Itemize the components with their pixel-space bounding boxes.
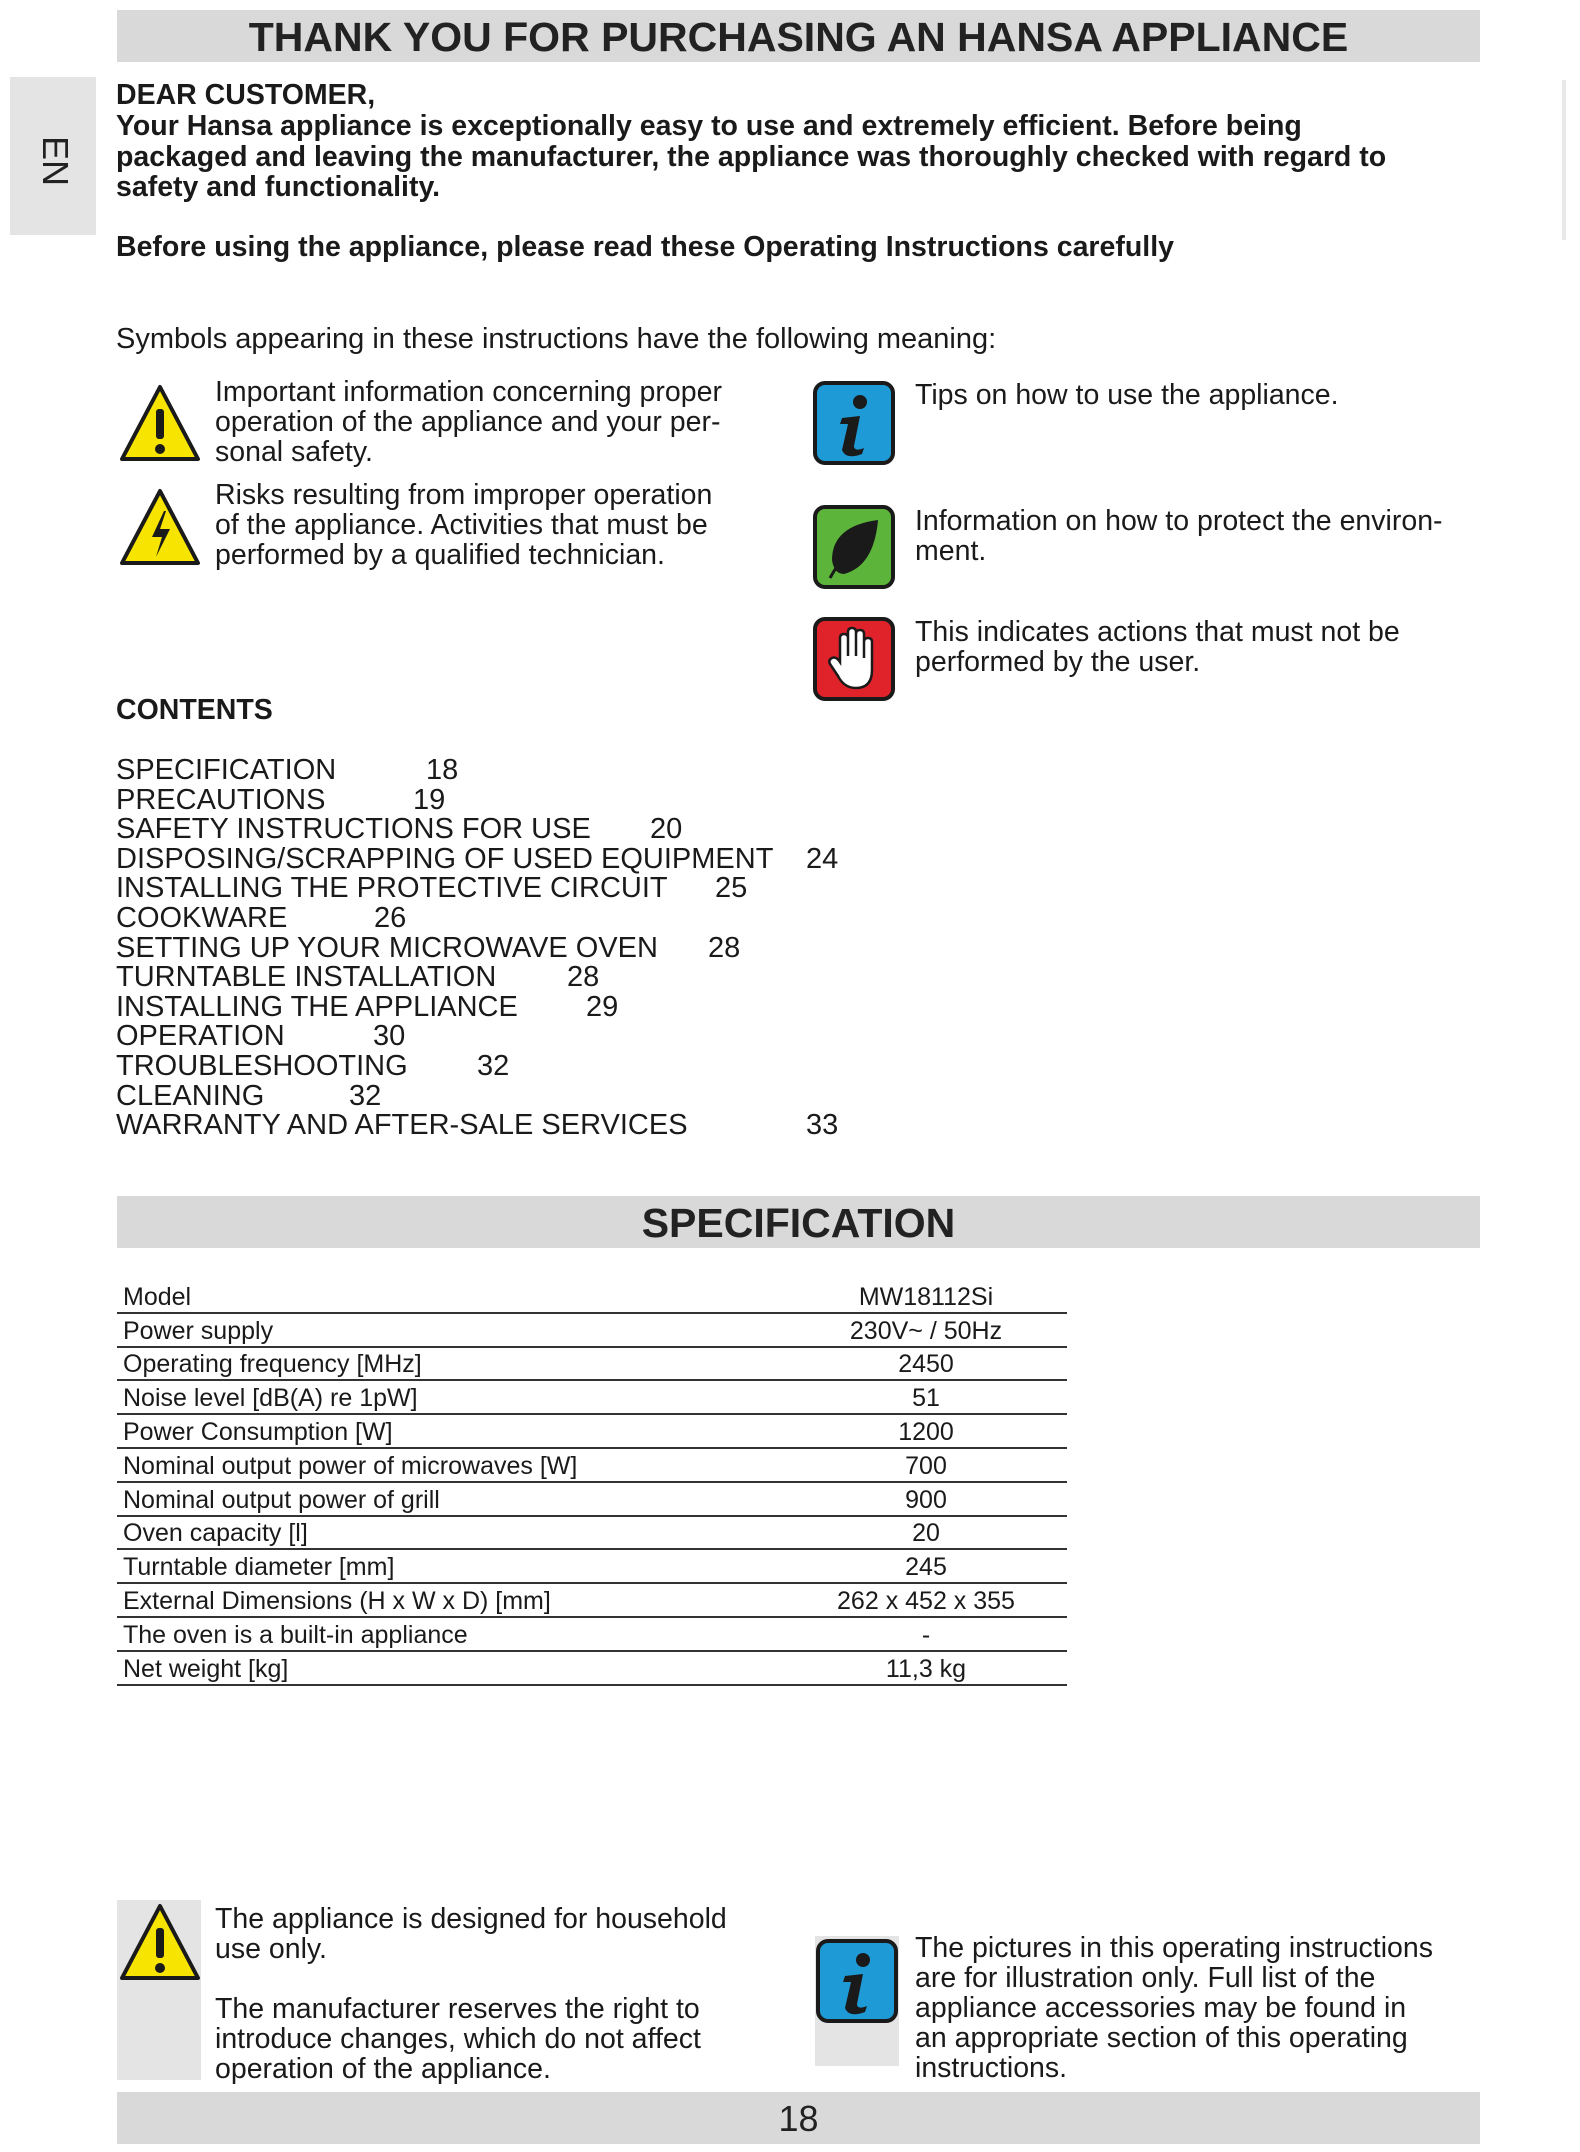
contents-item-label: COOKWARE — [116, 901, 288, 934]
spec-row — [117, 1651, 1067, 1685]
spec-value: MW18112Si — [785, 1280, 1067, 1313]
household-note: The appliance is designed for household use only. — [215, 1903, 727, 1965]
spec-row — [117, 1347, 1067, 1381]
contents-item-label: PRECAUTIONS — [116, 783, 326, 816]
contents-item-label: DISPOSING/SCRAPPING OF USED EQUIPMENT — [116, 842, 774, 875]
spec-value: 700 — [785, 1448, 1067, 1482]
warning-icon — [118, 383, 202, 470]
spec-label: Noise level [dB(A) re 1pW] — [117, 1380, 785, 1414]
spec-value: 1200 — [785, 1414, 1067, 1448]
spec-label: Nominal output power of microwaves [W] — [117, 1448, 785, 1482]
changes-note: The manufacturer reserves the right to introduce changes, which do not affect operation of the appliance. — [215, 1993, 701, 2085]
spec-value: - — [785, 1617, 1067, 1651]
contents-item-page: 32 — [477, 1049, 510, 1082]
warning-text: Important information concerning proper operation of the appliance and your per- sonal safety. — [215, 376, 722, 468]
spec-row — [117, 1617, 1067, 1651]
specification-title: SPECIFICATION — [641, 1200, 956, 1246]
contents-item-label: INSTALLING THE APPLIANCE — [116, 990, 518, 1023]
contents-item-label: SPECIFICATION — [116, 754, 337, 786]
spec-value: 2450 — [785, 1347, 1067, 1381]
spec-value: 51 — [785, 1380, 1067, 1414]
spec-label: Nominal output power of grill — [117, 1482, 785, 1516]
contents-item-page: 26 — [374, 901, 407, 934]
contents-item-page: 19 — [413, 783, 446, 816]
contents-item-label: TURNTABLE INSTALLATION — [116, 961, 497, 994]
greeting: DEAR CUSTOMER, — [116, 79, 376, 111]
contents-item-label: SAFETY INSTRUCTIONS FOR USE — [116, 813, 591, 846]
pictures-note: The pictures in this operating instructions are for illustration only. Full list of the appliance accessories may be found in an appropriate section of this operating instructions. — [915, 1932, 1434, 2084]
intro-line-2: packaged and leaving the manufacturer, the appliance was thoroughly checked with regard to — [116, 141, 1387, 173]
language-label: EN — [35, 136, 76, 187]
contents-item-label: SETTING UP YOUR MICROWAVE OVEN — [116, 931, 658, 964]
spec-row — [117, 1448, 1067, 1482]
contents-item-page: 24 — [806, 842, 839, 875]
spec-label: Model — [117, 1280, 785, 1313]
intro-line-1: Your Hansa appliance is exceptionally easy to use and extremely efficient. Before being — [116, 110, 1302, 142]
electric-hazard-icon — [118, 487, 202, 574]
spec-label: Oven capacity [l] — [117, 1516, 785, 1550]
contents-heading: CONTENTS — [116, 694, 273, 726]
spec-value: 230V~ / 50Hz — [785, 1313, 1067, 1347]
spec-row — [117, 1414, 1067, 1448]
contents-item-page: 29 — [586, 990, 619, 1023]
contents-item-label: WARRANTY AND AFTER-SALE SERVICES — [116, 1109, 688, 1142]
spec-value: 262 x 452 x 355 — [785, 1583, 1067, 1617]
electric-hazard-text: Risks resulting from improper operation of the appliance. Activities that must be performed by a qualified technician. — [215, 479, 713, 571]
page-title: THANK YOU FOR PURCHASING AN HANSA APPLIANCE — [248, 14, 1349, 60]
spec-value: 900 — [785, 1482, 1067, 1516]
contents-item-page: 18 — [426, 754, 459, 786]
info-icon — [812, 380, 896, 471]
spec-row — [117, 1516, 1067, 1550]
spec-label: Power Consumption [W] — [117, 1414, 785, 1448]
contents-item-label: INSTALLING THE PROTECTIVE CIRCUIT — [116, 872, 668, 905]
contents-item-page: 30 — [373, 1020, 406, 1053]
spec-label: Turntable diameter [mm] — [117, 1549, 785, 1583]
info-text: Tips on how to use the appliance. — [915, 379, 1339, 411]
spec-label: External Dimensions (H x W x D) [mm] — [117, 1583, 785, 1617]
contents-item-label: TROUBLESHOOTING — [116, 1049, 408, 1082]
read-instructions-notice: Before using the appliance, please read these Operating Instructions carefully — [116, 231, 1174, 263]
warning-icon — [118, 1902, 202, 1989]
contents-item-page: 20 — [650, 813, 683, 846]
contents-item-label: OPERATION — [116, 1020, 285, 1053]
spec-row — [117, 1583, 1067, 1617]
contents-item-page: 28 — [567, 961, 600, 994]
spec-row — [117, 1280, 1067, 1313]
contents-item-page: 28 — [708, 931, 741, 964]
spec-label: Power supply — [117, 1313, 785, 1347]
symbols-heading: Symbols appearing in these instructions have the following meaning: — [116, 323, 997, 355]
contents-item-label: CLEANING — [116, 1079, 265, 1112]
leaf-icon — [812, 504, 896, 595]
environment-text: Information on how to protect the environ- ment. — [915, 505, 1443, 567]
contents-item-page: 25 — [715, 872, 748, 905]
spec-row — [117, 1380, 1067, 1414]
spec-row — [117, 1482, 1067, 1516]
intro-line-3: safety and functionality. — [116, 171, 441, 203]
right-edge-mark — [1562, 80, 1566, 240]
contents-item-page: 32 — [349, 1079, 382, 1112]
spec-value: 245 — [785, 1549, 1067, 1583]
contents-item-page: 33 — [806, 1109, 839, 1142]
spec-label: Net weight [kg] — [117, 1651, 785, 1685]
info-icon — [815, 1938, 899, 2029]
prohibited-text: This indicates actions that must not be performed by the user. — [915, 616, 1400, 678]
spec-row — [117, 1313, 1067, 1347]
spec-label: The oven is a built-in appliance — [117, 1617, 785, 1651]
spec-value: 20 — [785, 1516, 1067, 1550]
specification-table — [117, 1280, 1067, 1686]
spec-row — [117, 1549, 1067, 1583]
spec-label: Operating frequency [MHz] — [117, 1347, 785, 1381]
spec-value: 11,3 kg — [785, 1651, 1067, 1685]
stop-hand-icon — [812, 616, 896, 707]
page-number: 18 — [778, 2098, 819, 2139]
